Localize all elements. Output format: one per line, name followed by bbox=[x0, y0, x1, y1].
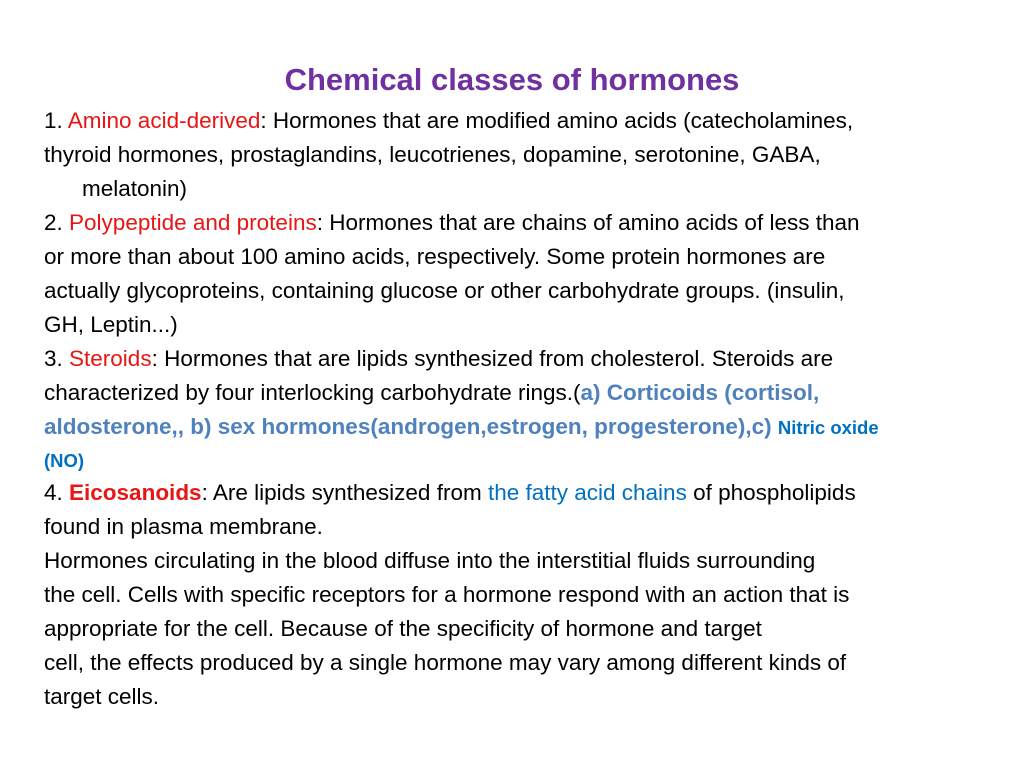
item3-line4 bbox=[44, 445, 996, 476]
paragraph-line3: appropriate for the cell. Because of the specificity of hormone and target bbox=[44, 616, 762, 641]
item4-text: : Are lipids synthesized from bbox=[201, 480, 488, 505]
slide-body bbox=[44, 104, 996, 714]
item2-term: Polypeptide and proteins bbox=[69, 210, 317, 235]
paragraph-line4: cell, the effects produced by a single hormone may vary among different kinds of bbox=[44, 650, 847, 675]
item2-line4: GH, Leptin...) bbox=[44, 312, 178, 337]
item3-subclass-a: a) Corticoids (cortisol, bbox=[580, 380, 820, 405]
item1-term: Amino acid-derived bbox=[67, 108, 261, 133]
item4-line1 bbox=[44, 476, 996, 510]
item3-no: (NO) bbox=[44, 450, 85, 471]
item2-line1 bbox=[44, 206, 996, 240]
item3-line2-text: characterized by four interlocking carbohydrate rings.( bbox=[44, 380, 581, 405]
item4-text-end: of phospholipids bbox=[686, 480, 856, 505]
item2-number: 2. bbox=[44, 210, 70, 235]
slide-title: Chemical classes of hormones bbox=[284, 62, 740, 97]
item2-line2: or more than about 100 amino acids, respectively. Some protein hormones are bbox=[44, 244, 826, 269]
item1-number: 1. bbox=[44, 108, 68, 133]
item3-term: Steroids bbox=[69, 346, 152, 371]
item2-line3: actually glycoproteins, containing glucose or other carbohydrate groups. (insulin, bbox=[44, 278, 845, 303]
item1-line1 bbox=[44, 104, 996, 138]
item2-text: : Hormones that are chains of amino acids of less than bbox=[316, 210, 860, 235]
item3-subclass-bc: aldosterone,, b) sex hormones(androgen,estrogen, progesterone),c) bbox=[44, 414, 778, 439]
item3-number: 3. bbox=[44, 346, 70, 371]
item3-text: : Hormones that are lipids synthesized from cholesterol. Steroids are bbox=[151, 346, 834, 371]
item4-highlight: the fatty acid chains bbox=[487, 480, 687, 505]
paragraph-line2: the cell. Cells with specific receptors for a hormone respond with an action that is bbox=[44, 582, 850, 607]
item3-line1 bbox=[44, 342, 996, 376]
item3-line3 bbox=[44, 410, 996, 445]
item3-line2 bbox=[44, 376, 996, 410]
item4-term: Eicosanoids bbox=[69, 480, 202, 505]
item4-number: 4. bbox=[44, 480, 70, 505]
item3-nitric-oxide: Nitric oxide bbox=[777, 417, 879, 438]
item4-line2: found in plasma membrane. bbox=[44, 514, 323, 539]
item1-line2: thyroid hormones, prostaglandins, leucotrienes, dopamine, serotonine, GABA, bbox=[44, 142, 821, 167]
paragraph-line1: Hormones circulating in the blood diffuse into the interstitial fluids surrounding bbox=[44, 548, 816, 573]
item1-line3: melatonin) bbox=[82, 176, 188, 201]
item1-text: : Hormones that are modified amino acids (catecholamines, bbox=[260, 108, 854, 133]
paragraph-line5: target cells. bbox=[44, 684, 160, 709]
